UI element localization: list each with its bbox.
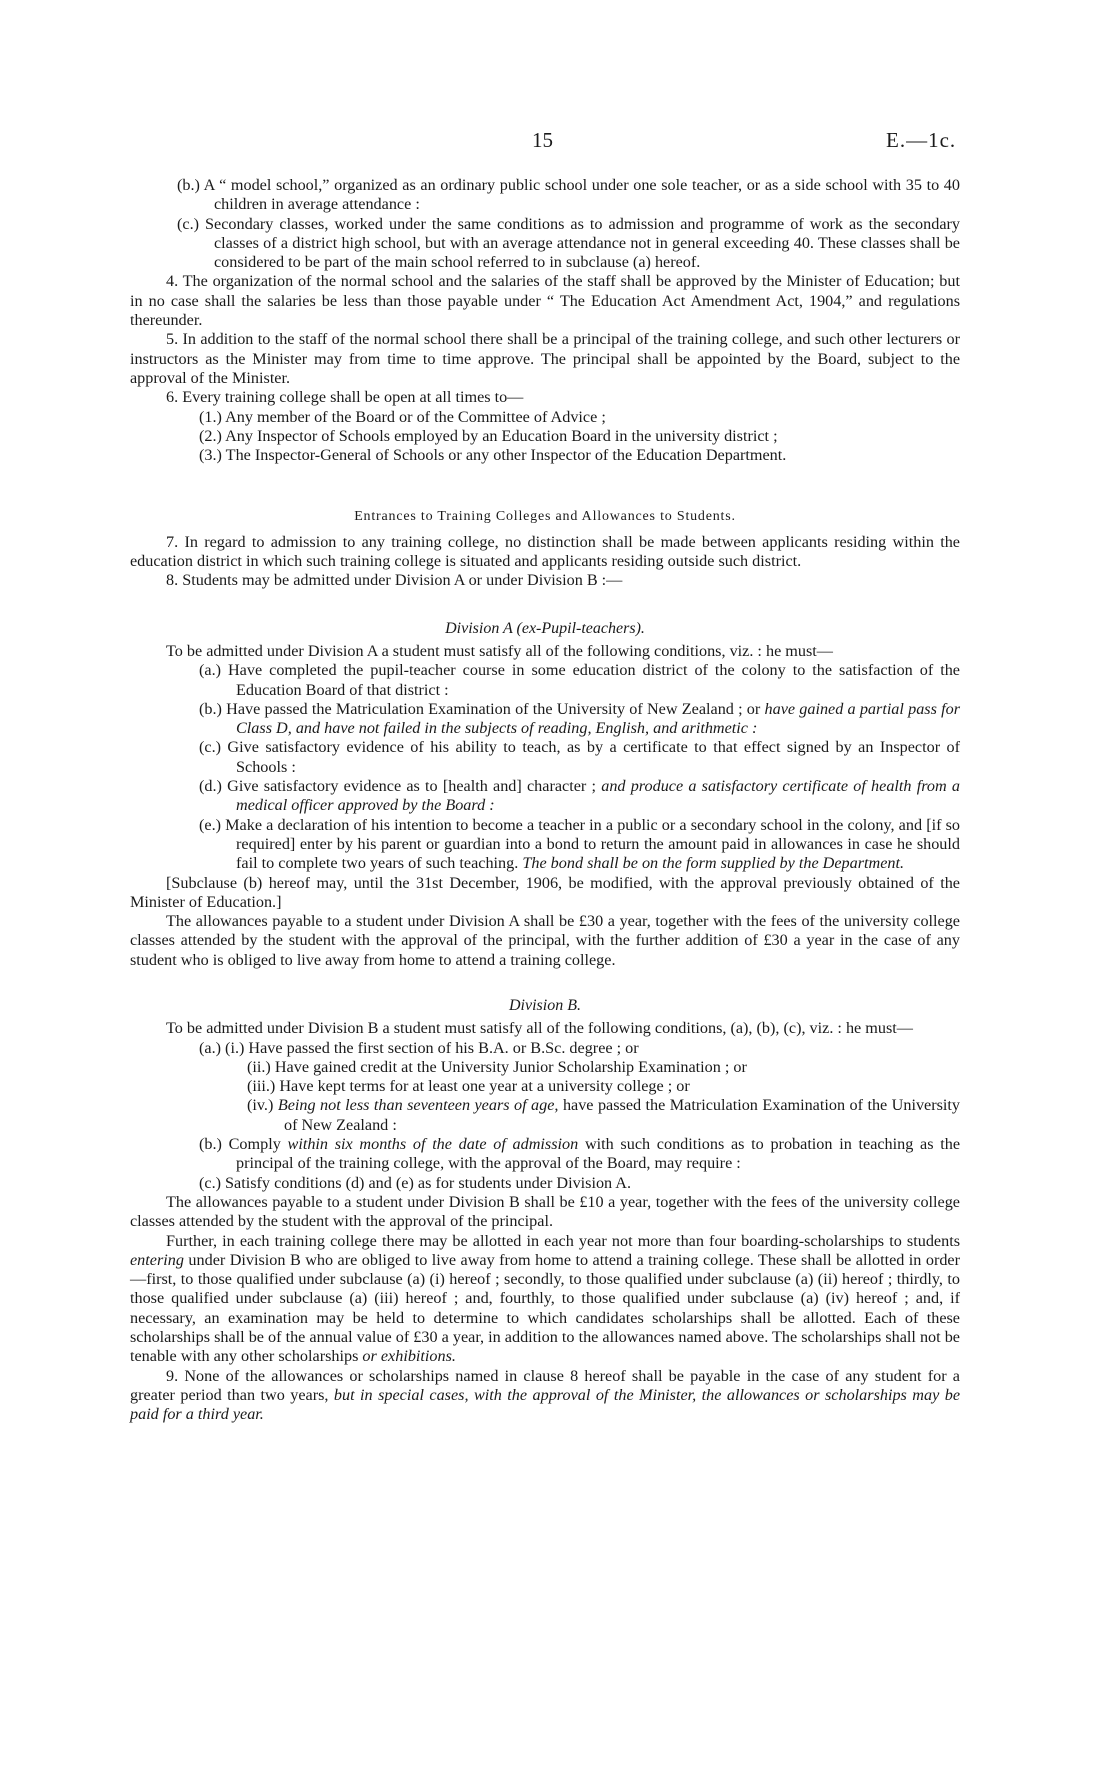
hanging-clause	[130, 1135, 960, 1174]
spacer	[130, 970, 960, 996]
text: The allowances payable to a student under Division A shall be £30 a year, together with the fees of the university college classes attended by the student with the approval of the principal, with the further addition of £30 a year in the case of any student who is obliged to live away from home to attend a training college.	[130, 912, 960, 969]
text: Division B.	[509, 996, 581, 1014]
sub-clause	[130, 1096, 960, 1135]
italic-text: within six months of the date of admission	[287, 1135, 579, 1154]
paragraph	[130, 571, 960, 590]
italic-text: and produce a satisfactory certificate of health from a medical officer approved by the Board :	[236, 777, 961, 815]
hanging-clause	[130, 408, 960, 427]
division-heading	[130, 996, 960, 1015]
italic-text: The bond shall be on the form supplied by the Department.	[522, 854, 905, 873]
text: have passed the Matriculation Examination of the University of New Zealand :	[284, 1096, 961, 1134]
text: (b.) Have passed the Matriculation Examination of the University of New Zealand ; or	[199, 699, 761, 718]
text: 5. In addition to the staff of the normal school there shall be a principal of the training college, and such other lecturers or instructors as the Minister may from time to time approve. The principal shall be appointed by the Board, subject to the approval of the Minister.	[130, 330, 960, 387]
text: (iv.)	[247, 1096, 274, 1115]
italic-text: or exhibitions.	[362, 1347, 456, 1366]
division-heading	[130, 619, 960, 638]
sub-clause	[130, 1077, 960, 1096]
text: under Division B who are obliged to live away from home to attend a training college. These shall be allotted in order—first, to those qualified under subclause (a) (i) hereof ; secondly, to those qualified under subclause (a) (ii) hereof ; thirdly, to those qualified under subclause (a) (iii) hereof ; and, fourthly, to those qualified under subclause (a) (iv) hereof ; and, if necessary, an examination may be held to determine to which candidates scholarships shall be allotted. Each of these scholarships shall be of the annual value of £30 a year, in addition to the allowances named above. The scholarships shall not be tenable with any other scholarships	[130, 1250, 960, 1366]
hanging-clause	[130, 446, 960, 465]
text: The allowances payable to a student under Division B shall be £10 a year, together with the fees of the university college classes attended by the student with the approval of the principal.	[130, 1192, 960, 1231]
text: (d.) Give satisfactory evidence as to [health and] character ;	[199, 777, 596, 796]
document-reference: E.—1c.	[886, 128, 957, 152]
hanging-clause	[130, 427, 960, 446]
text: 9. None of the allowances or scholarships named in clause 8 hereof shall be payable in the case of any student for a greater period than two years,	[130, 1366, 960, 1404]
text: with such conditions as to probation in teaching as the principal of the training college, with the approval of the Board, may require :	[236, 1135, 961, 1173]
paragraph	[130, 912, 960, 970]
text: (c.) Satisfy conditions (d) and (e) as for students under Division A.	[199, 1173, 632, 1192]
italic-text: entering	[130, 1250, 184, 1269]
text: [Subclause (b) hereof may, until the 31st December, 1906, be modified, with the approval previously obtained of the Minister of Education.]	[130, 873, 960, 911]
hanging-clause	[130, 700, 960, 739]
paragraph	[130, 272, 960, 330]
hanging-clause	[130, 215, 960, 273]
text: (b.) Comply	[199, 1135, 281, 1154]
text: Division A (ex-Pupil-teachers).	[445, 619, 645, 637]
document-body	[130, 176, 960, 1425]
text: (c.) Secondary classes, worked under the same conditions as to admission and programme of work as the secondary classes of a district high school, but with an average attendance not in general exceeding 40. These classes shall be considered to be part of the main school referred to in subclause (a) hereof.	[177, 214, 960, 272]
text: (e.) Make a declaration of his intention to become a teacher in a public or a secondary school in the colony, and [if so required] enter by his parent or guardian into a bond to return the amount paid in allowances in case he should fail to complete two years of such teaching.	[199, 815, 960, 873]
text: Entrances to Training Colleges and Allowances to Students.	[354, 509, 736, 525]
text: 4. The organization of the normal school and the salaries of the staff shall be approved by the Minister of Education; but in no case shall the salaries be less than those payable under “ The Education Act Amendment Act, 1904,” and regulations thereunder.	[130, 272, 960, 330]
paragraph	[130, 330, 960, 388]
hanging-clause	[130, 1039, 960, 1058]
text: (c.) Give satisfactory evidence of his ability to teach, as by a certificate to that effect signed by an Inspector of Schools :	[199, 738, 960, 776]
page-number: 15	[532, 128, 553, 152]
hanging-clause	[130, 816, 960, 874]
italic-text: but in special cases, with the approval of the Minister, the allowances or scholarships may be paid for a third year.	[130, 1385, 960, 1424]
hanging-clause	[130, 777, 960, 816]
text: To be admitted under Division A a student must satisfy all of the following conditions, viz. : he must—	[166, 641, 833, 660]
text: (a.) (i.) Have passed the first section of his B.A. or B.Sc. degree ; or	[199, 1038, 639, 1057]
text: (iii.) Have kept terms for at least one year at a university college ; or	[247, 1077, 690, 1096]
hanging-clause	[130, 738, 960, 777]
text: Further, in each training college there may be allotted in each year not more than four boarding-scholarships to students	[166, 1231, 960, 1250]
text: (1.) Any member of the Board or of the Committee of Advice ;	[199, 407, 606, 426]
text: 6. Every training college shall be open at all times to—	[166, 388, 524, 407]
section-heading	[130, 507, 960, 526]
paragraph	[130, 874, 960, 913]
hanging-clause	[130, 1174, 960, 1193]
text: To be admitted under Division B a student must satisfy all of the following conditions, (a), (b), (c), viz. : he must—	[166, 1019, 913, 1038]
paragraph	[130, 533, 960, 572]
paragraph	[130, 1019, 960, 1038]
italic-text: have gained a partial pass for Class D, and have not failed in the subjects of reading, English, and arithmetic :	[236, 699, 960, 738]
text: (a.) Have completed the pupil-teacher course in some education district of the colony to the satisfaction of the Education Board of that district :	[199, 661, 960, 699]
text: (3.) The Inspector-General of Schools or any other Inspector of the Education Department.	[199, 446, 787, 465]
hanging-clause	[130, 661, 960, 700]
spacer	[130, 591, 960, 619]
text: (2.) Any Inspector of Schools employed by an Education Board in the university district ;	[199, 426, 778, 445]
text: (ii.) Have gained credit at the University Junior Scholarship Examination ; or	[247, 1057, 747, 1076]
spacer	[130, 465, 960, 507]
sub-clause	[130, 1058, 960, 1077]
text: 7. In regard to admission to any training college, no distinction shall be made between applicants residing within the education district in which such training college is situated and applicants residing outside such district.	[130, 532, 960, 571]
paragraph	[130, 1367, 960, 1425]
paragraph	[130, 642, 960, 661]
text: (b.) A “ model school,” organized as an ordinary public school under one sole teacher, or as a side school with 35 to 40 children in average attendance :	[177, 176, 960, 214]
paragraph	[130, 1232, 960, 1367]
italic-text: Being not less than seventeen years of age,	[277, 1096, 559, 1115]
hanging-clause	[130, 176, 960, 215]
paragraph	[130, 1193, 960, 1232]
text: 8. Students may be admitted under Division A or under Division B :—	[166, 571, 623, 590]
paragraph	[130, 388, 960, 407]
